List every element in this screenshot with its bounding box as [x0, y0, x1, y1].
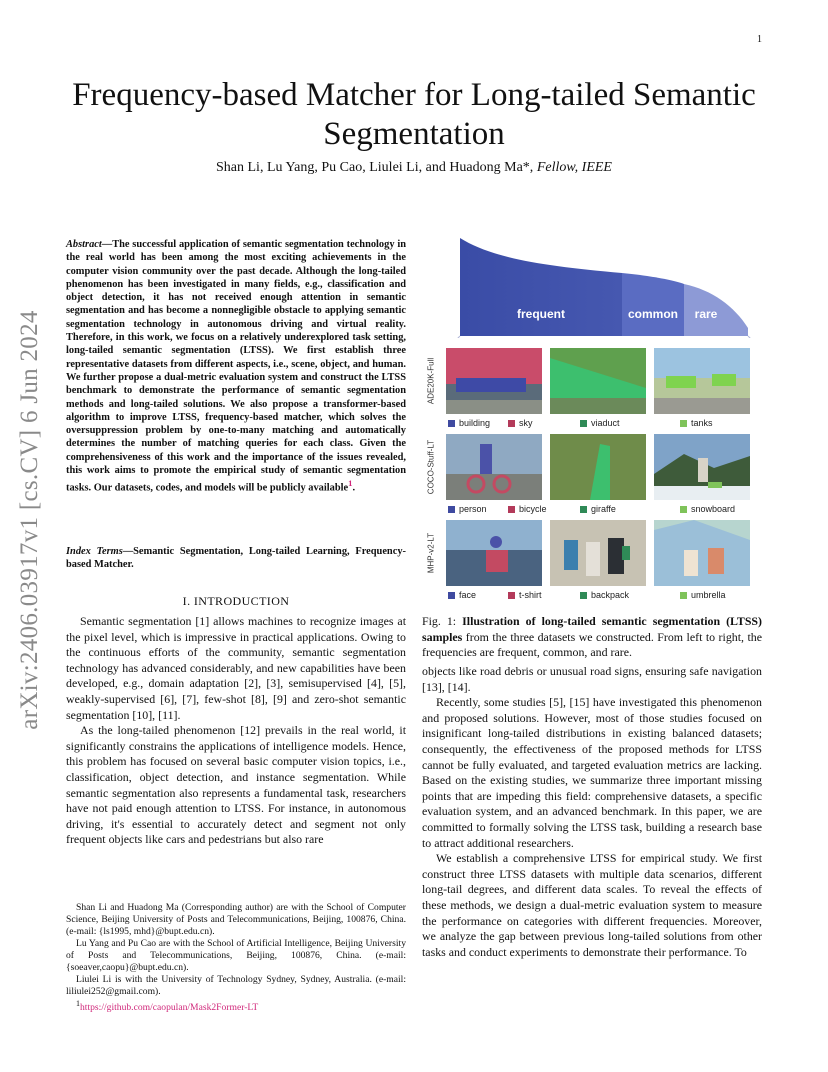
connector-lines — [448, 336, 760, 338]
thumb-ade20k-building — [446, 348, 542, 414]
abstract — [66, 238, 406, 495]
legend-snowboard: snowboard — [680, 504, 735, 514]
footnote-affiliation-3: Liulei Li is with the University of Technology Sydney, Sydney, Australia. (e-mail: liliulei252@gmail.com). — [66, 974, 406, 997]
thumb-mhp-face — [446, 520, 542, 586]
footnote-link-mark: 1 — [76, 999, 80, 1008]
thumb-coco-snowboard — [654, 434, 750, 500]
thumb-ade20k-tanks — [654, 348, 750, 414]
right-paragraph-0: objects like road debris or unusual road signs, ensuring safe navigation [13], [14]. — [422, 664, 762, 694]
right-paragraph-1: Recently, some studies [5], [15] have investigated this phenomenon and proposed solutions. However, most of those studies focused on insignificant long-tailed distributions in existing balanced datasets; consequently, the effectiveness of the proposed methods for LTSS cannot be fully evaluated, and targeted evaluation metrics are lacking. Based on the existing studies, we summarize three important missing points that are impeding this field: comprehensive datasets, a specific evaluation system, and an advanced benchmark. In this paper, we are committed to formally solving the LTSS task, building a research base to attract additional researchers. — [422, 695, 762, 850]
legend-bicycle: bicycle — [508, 504, 547, 514]
intro-paragraph-2: As the long-tailed phenomenon [12] prevails in the real world, it significantly constrains the applications of intelligence models. Hence, this problem has focused on several basic computer vision topics, i.e., classification, object detection, and instance segmentation. While semantic segmentation also represents a fundamental task, researchers have not paid enough attention to LTSS. For instance, in autonomous driving, it's essential to accurately detect and segment not only frequent objects like cars and pedestrians but also rare — [66, 723, 406, 847]
thumb-ade20k-viaduct — [550, 348, 646, 414]
intro-paragraph-1: Semantic segmentation [1] allows machines to recognize images at the pixel level, which is impressive in practical applications. Owing to the continuous efforts of the community, semantic segmentation technology has advanced considerably, and new capabilities have been developed, e.g., domain adaptation [2], [3], semisupervised [4], [5], weakly-supervised [6], [7], few-shot [8], [9] and zero-shot semantic segmentation [10], [11]. — [66, 614, 406, 722]
index-terms-label: Index Terms — [66, 546, 123, 557]
frequency-distribution-chart — [422, 228, 762, 338]
legend-giraffe: giraffe — [580, 504, 616, 514]
label-rare: rare — [694, 307, 718, 321]
footnote-affiliation-1: Shan Li and Huadong Ma (Corresponding author) are with the School of Computer Science, Beijing University of Posts and Telecommunications, Beijing, 100876, China. (e-mail: {ls1995, mhd}@bupt.edu.cn). — [66, 902, 406, 937]
label-frequent: frequent — [517, 307, 565, 321]
legend-tanks: tanks — [680, 418, 713, 428]
label-common: common — [627, 307, 679, 321]
figure-caption — [422, 614, 762, 661]
legend-backpack: backpack — [580, 590, 629, 600]
footnotes — [66, 902, 406, 1014]
thumb-mhp-umbrella — [654, 520, 750, 586]
author-suffix: Fellow, IEEE — [536, 160, 612, 175]
common-region — [622, 273, 684, 336]
legend-face: face — [448, 590, 476, 600]
thumb-coco-giraffe — [550, 434, 646, 500]
legend-umbrella: umbrella — [680, 590, 726, 600]
right-paragraph-2: We establish a comprehensive LTSS for empirical study. We first construct three LTSS datasets with multiple data scenarios, different long-tail degrees, and different data scales. To reveal the effects of these methods, we design a dual-metric evaluation system to measure the performance on categories with different frequencies. Moreover, we analyze the gap between previous long-tailed solutions from other tasks and conduct experiments to demonstrate their performance. To — [422, 851, 762, 959]
caption-prefix: Fig. 1: — [422, 614, 463, 628]
arxiv-stamp: arXiv:2406.03917v1 [cs.CV] 6 Jun 2024 — [16, 310, 43, 730]
page-number: 1 — [757, 34, 762, 45]
github-link[interactable]: https://github.com/caopulan/Mask2Former-LT — [80, 1002, 259, 1014]
abstract-footnote-mark[interactable]: 1 — [348, 478, 353, 489]
frequent-region — [460, 238, 622, 336]
paper-title — [60, 76, 768, 154]
row-label-mhp: MHP-v2-LT — [426, 532, 436, 574]
abstract-text: —The successful application of semantic segmentation technology in the real world has been among the most exciting achievements in the computer vision community over the past decade. Although the long-tailed phenomenon has been investigated in many fields, e.g., classification and object detection, it has not received enough attention in semantic segmentation and has become a nonnegligible obstacle to applying semantic segmentation technology in autonomous driving and virtual reality. Therefore, in this work, we focus on a relatively underexplored task setting, long-tailed semantic segmentation (LTSS). We first establish three representative datasets from different aspects, i.e., scene, object, and human. We further propose a dual-metric evaluation system and construct the LTSS benchmark to demonstrate the performance of semantic segmentation methods and long-tailed solutions. We also propose a transformer-based algorithm to improve LTSS, frequency-based matcher, which solves the oversuppression problem by one-to-many matching and automatically determines the number of matching queries for each class. Given the comprehensiveness of this work and the importance of the issues revealed, this work aims to promote the empirical study of semantic segmentation tasks. Our datasets, codes, and models will be publicly available — [66, 239, 406, 494]
footnote-affiliation-2: Lu Yang and Pu Cao are with the School of Artificial Intelligence, Beijing University of Posts and Telecommunications, Beijing, 100876, China. (e-mail: {soeaver,caopu}@bupt.edu.cn). — [66, 938, 406, 973]
author-list — [60, 160, 768, 176]
index-terms-text: —Semantic Segmentation, Long-tailed Learning, Frequency-based Matcher. — [66, 546, 406, 571]
figure-1 — [422, 228, 762, 608]
abstract-label: Abstract — [66, 239, 102, 250]
caption-rest: from the three datasets we constructed. From left to right, the frequencies are frequent, common, and rare. — [422, 629, 762, 660]
legend-viaduct: viaduct — [580, 418, 620, 428]
legend-person: person — [448, 504, 487, 514]
abstract-end: . — [352, 482, 356, 494]
legend-t-shirt: t-shirt — [508, 590, 542, 600]
section-heading: I. INTRODUCTION — [182, 594, 290, 608]
legend-sky: sky — [508, 418, 533, 428]
thumb-coco-person — [446, 434, 542, 500]
title-line-2: Segmentation — [323, 116, 505, 152]
intro-left-column — [66, 614, 406, 848]
thumb-mhp-backpack — [550, 520, 646, 586]
caption-bold: Illustration of long-tailed semantic segmentation (LTSS) samples — [422, 614, 762, 644]
row-label-ade20k: ADE20K-Full — [426, 357, 436, 405]
intro-right-column — [422, 664, 762, 960]
row-label-coco: COCO-Stuff-LT — [426, 439, 436, 495]
title-line-1: Frequency-based Matcher for Long-tailed Semantic — [72, 77, 756, 113]
author-names: Shan Li, Lu Yang, Pu Cao, Liulei Li, and Huadong Ma*, — [216, 160, 537, 175]
legend-building: building — [448, 418, 490, 428]
index-terms — [66, 545, 406, 572]
footnote-link-line — [66, 998, 406, 1014]
